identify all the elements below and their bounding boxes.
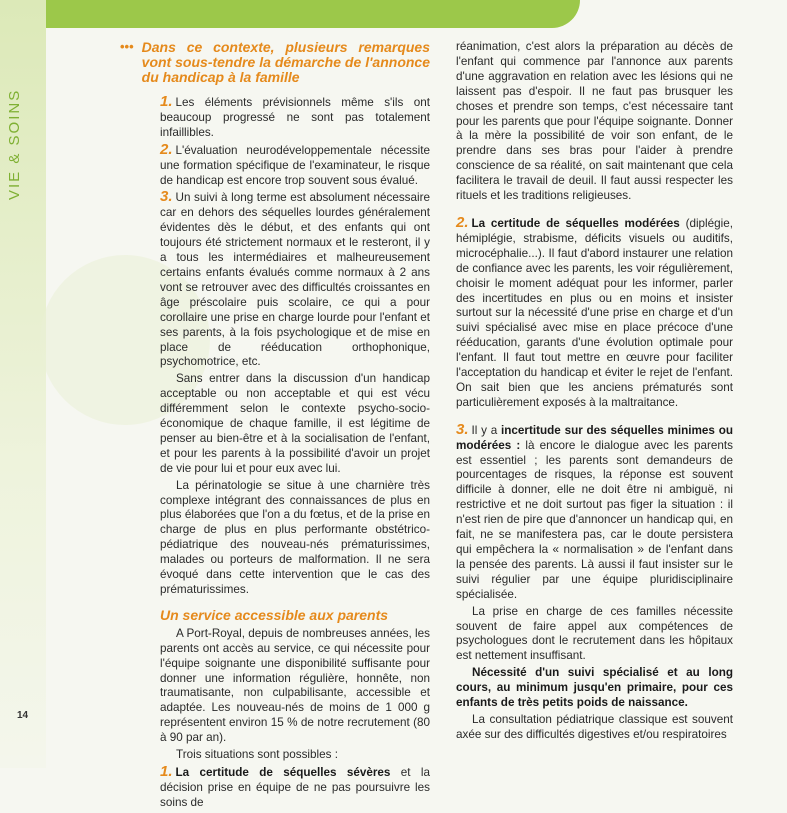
body-paragraph: réanimation, c'est alors la préparation au décès de l'enfant qui commence par l'annonce aux parents d'une aggravation en relation avec les lésions qui ne laissent pas d'espoir. Il ne faut pas brusquer les choses et prendre son temps, c'est nécessaire tant pour les parents que pour l'équipe soignante. Donner à la mère la possibilité de voir son enfant, de le prendre dans ses bras pour l'aider à prendre conscience de sa réalité, on sait maintenant que cela facilitera le travail de deuil. Il faut aussi respecter les rituels et les traditions religieuses. bbox=[456, 40, 733, 203]
bold-lead-text: La certitude de séquelles modérées bbox=[471, 216, 680, 230]
left-column bbox=[120, 39, 430, 813]
body-paragraph: La périnatologie se situe à une charnière très complexe intégrant des connaissances de plus en plus élaborées que l'on a du fœtus, et de la prise en charge de plus en plus performante obstétrico-pédiatrique des nouveau-nés prématurissimes, malades ou porteurs de malformation. Il ne sera évoqué dans cette intervention que le cas des prématurissimes. bbox=[160, 478, 430, 596]
section-side-label: VIE & SOINS bbox=[6, 88, 23, 200]
numbered-paragraph bbox=[160, 95, 430, 141]
paragraph-number: 2. bbox=[160, 140, 173, 158]
numbered-paragraph bbox=[160, 140, 430, 189]
paragraph-text: là encore le dialogue avec les parents est essentiel ; les parents sont demandeurs de pourcentages de risques, la réponse est souvent difficile à donner, elle ne doit être ni ambiguë, ni restrictive et ne doit surtout pas figer la situation : il n'est rien de pire que d'annoncer un handicap qui, en fait, ne se manifestera pas, car le doute persistera qui empêchera la « normalisation » de l'enfant dans la pensée des parents. Là aussi il faut insister sur le suivi régulier par une équipe pluridisciplinaire spécialisée. bbox=[456, 438, 734, 601]
page-number: 14 bbox=[17, 710, 29, 721]
numbered-paragraph bbox=[160, 762, 430, 811]
bold-lead-text: La certitude de séquelles sévères bbox=[175, 765, 391, 779]
numbered-paragraph bbox=[160, 190, 430, 370]
body-paragraph: La prise en charge de ces familles nécessite souvent de faire appel aux compétences de psychologues dont le recrutement dans les hôpitaux est nettement insuffisant. bbox=[456, 604, 733, 663]
right-column bbox=[456, 40, 733, 745]
paragraph-text: et la décision prise en équipe de ne pas poursuivre les soins de bbox=[160, 765, 430, 809]
paragraph-text: L'évaluation neurodéveloppementale nécessite une formation spécifique de l'examinateur, le risque de handicap est encore trop souvent sous évalué. bbox=[160, 143, 430, 187]
paragraph-number: 3. bbox=[160, 188, 173, 206]
body-paragraph: Sans entrer dans la discussion d'un handicap acceptable ou non acceptable et qui est vécu différemment selon le contexte psycho-socio-économique de chaque famille, il est légitime de penser au bien-être et à la socialisation de l'enfant, et pour les parents à la possibilité d'avoir un projet de vie pour lui et pour eux avec lui. bbox=[160, 372, 430, 475]
numbered-paragraph bbox=[456, 213, 733, 411]
paragraph-number: 1. bbox=[160, 93, 173, 110]
body-paragraph: A Port-Royal, depuis de nombreuses années, les parents ont accès au service, ce qui nécessite pour l'équipe soignante une disponibilité suffisante pour donner une information régulière, honnête, non traumatisante, non culpabilisante, accessible et adaptée. Les nouveau-nés de moins de 1 000 g représentent environ 15 % de notre recrutement (80 à 90 par an). bbox=[160, 626, 430, 745]
body-paragraph: Trois situations sont possibles : bbox=[176, 748, 338, 762]
section-heading: Dans ce contexte, plusieurs remarques vont sous-tendre la démarche de l'annonce du handicap à la famille bbox=[141, 39, 430, 85]
paragraph-number: 3. bbox=[456, 420, 469, 438]
paragraph-text: Il y a bbox=[471, 423, 502, 437]
body-paragraph: La consultation pédiatrique classique est souvent axée sur des difficultés digestives et/ou respiratoires bbox=[456, 712, 733, 741]
subsection-heading: Un service accessible aux parents bbox=[160, 606, 389, 623]
section-heading-row bbox=[120, 39, 430, 95]
heading-bullet-icon: ••• bbox=[120, 39, 134, 54]
paragraph-number: 2. bbox=[456, 213, 469, 231]
paragraph-number: 1. bbox=[160, 762, 173, 780]
paragraph-text: (diplégie, hémiplégie, strabisme, déficits visuels ou auditifs, microcéphalie...). Il faut d'abord instaurer une relation de confiance avec les parents, les voir régulièrement, choisir le moment adéquat pour les informer, parler des incertitudes en plus ou en moins et insister surtout sur la nécessité d'une prise en charge et d'un suivi spécialisé avec mise en place précoce d'une rééducation, garants d'une évolution optimale pour l'enfant. Il faut tout mettre en œuvre pour faciliter l'acceptation du handicap et éviter le rejet de l'enfant. On sait bien que les anciens prématurés sont particulièrement exposés à la maltraitance. bbox=[456, 216, 733, 409]
paragraph-text: Les éléments prévisionnels même s'ils ont beaucoup progressé ne sont pas totalement infaillibles. bbox=[160, 96, 430, 139]
top-decorative-band bbox=[0, 0, 580, 28]
numbered-paragraph bbox=[456, 420, 734, 603]
bold-paragraph bbox=[456, 666, 733, 711]
bold-lead-text: incertitude sur des séquelles minimes ou modérées : bbox=[456, 423, 733, 452]
bold-statement: Nécessité d'un suivi spécialisé et au long cours, au minimum jusqu'en primaire, pour ces enfants de très petits poids de naissance. bbox=[456, 666, 733, 710]
paragraph-text: Un suivi à long terme est absolument nécessaire car en dehors des séquelles lourdes généralement évidentes dès le début, et des enfants qui ont toujours été strictement normaux et le resteront, il y a tous les intermédiaires et malheureusement certains enfants évalués comme normaux à 2 ans vont se retrouver avec des difficultés croissantes en âge préscolaire puis scolaire, ce qui a pour corollaire une prise en charge lourde pour l'enfant et ses parents, à la fois psychologique et de mise en place de rééducation orthophonique, psychomotrice, etc. bbox=[160, 191, 430, 369]
